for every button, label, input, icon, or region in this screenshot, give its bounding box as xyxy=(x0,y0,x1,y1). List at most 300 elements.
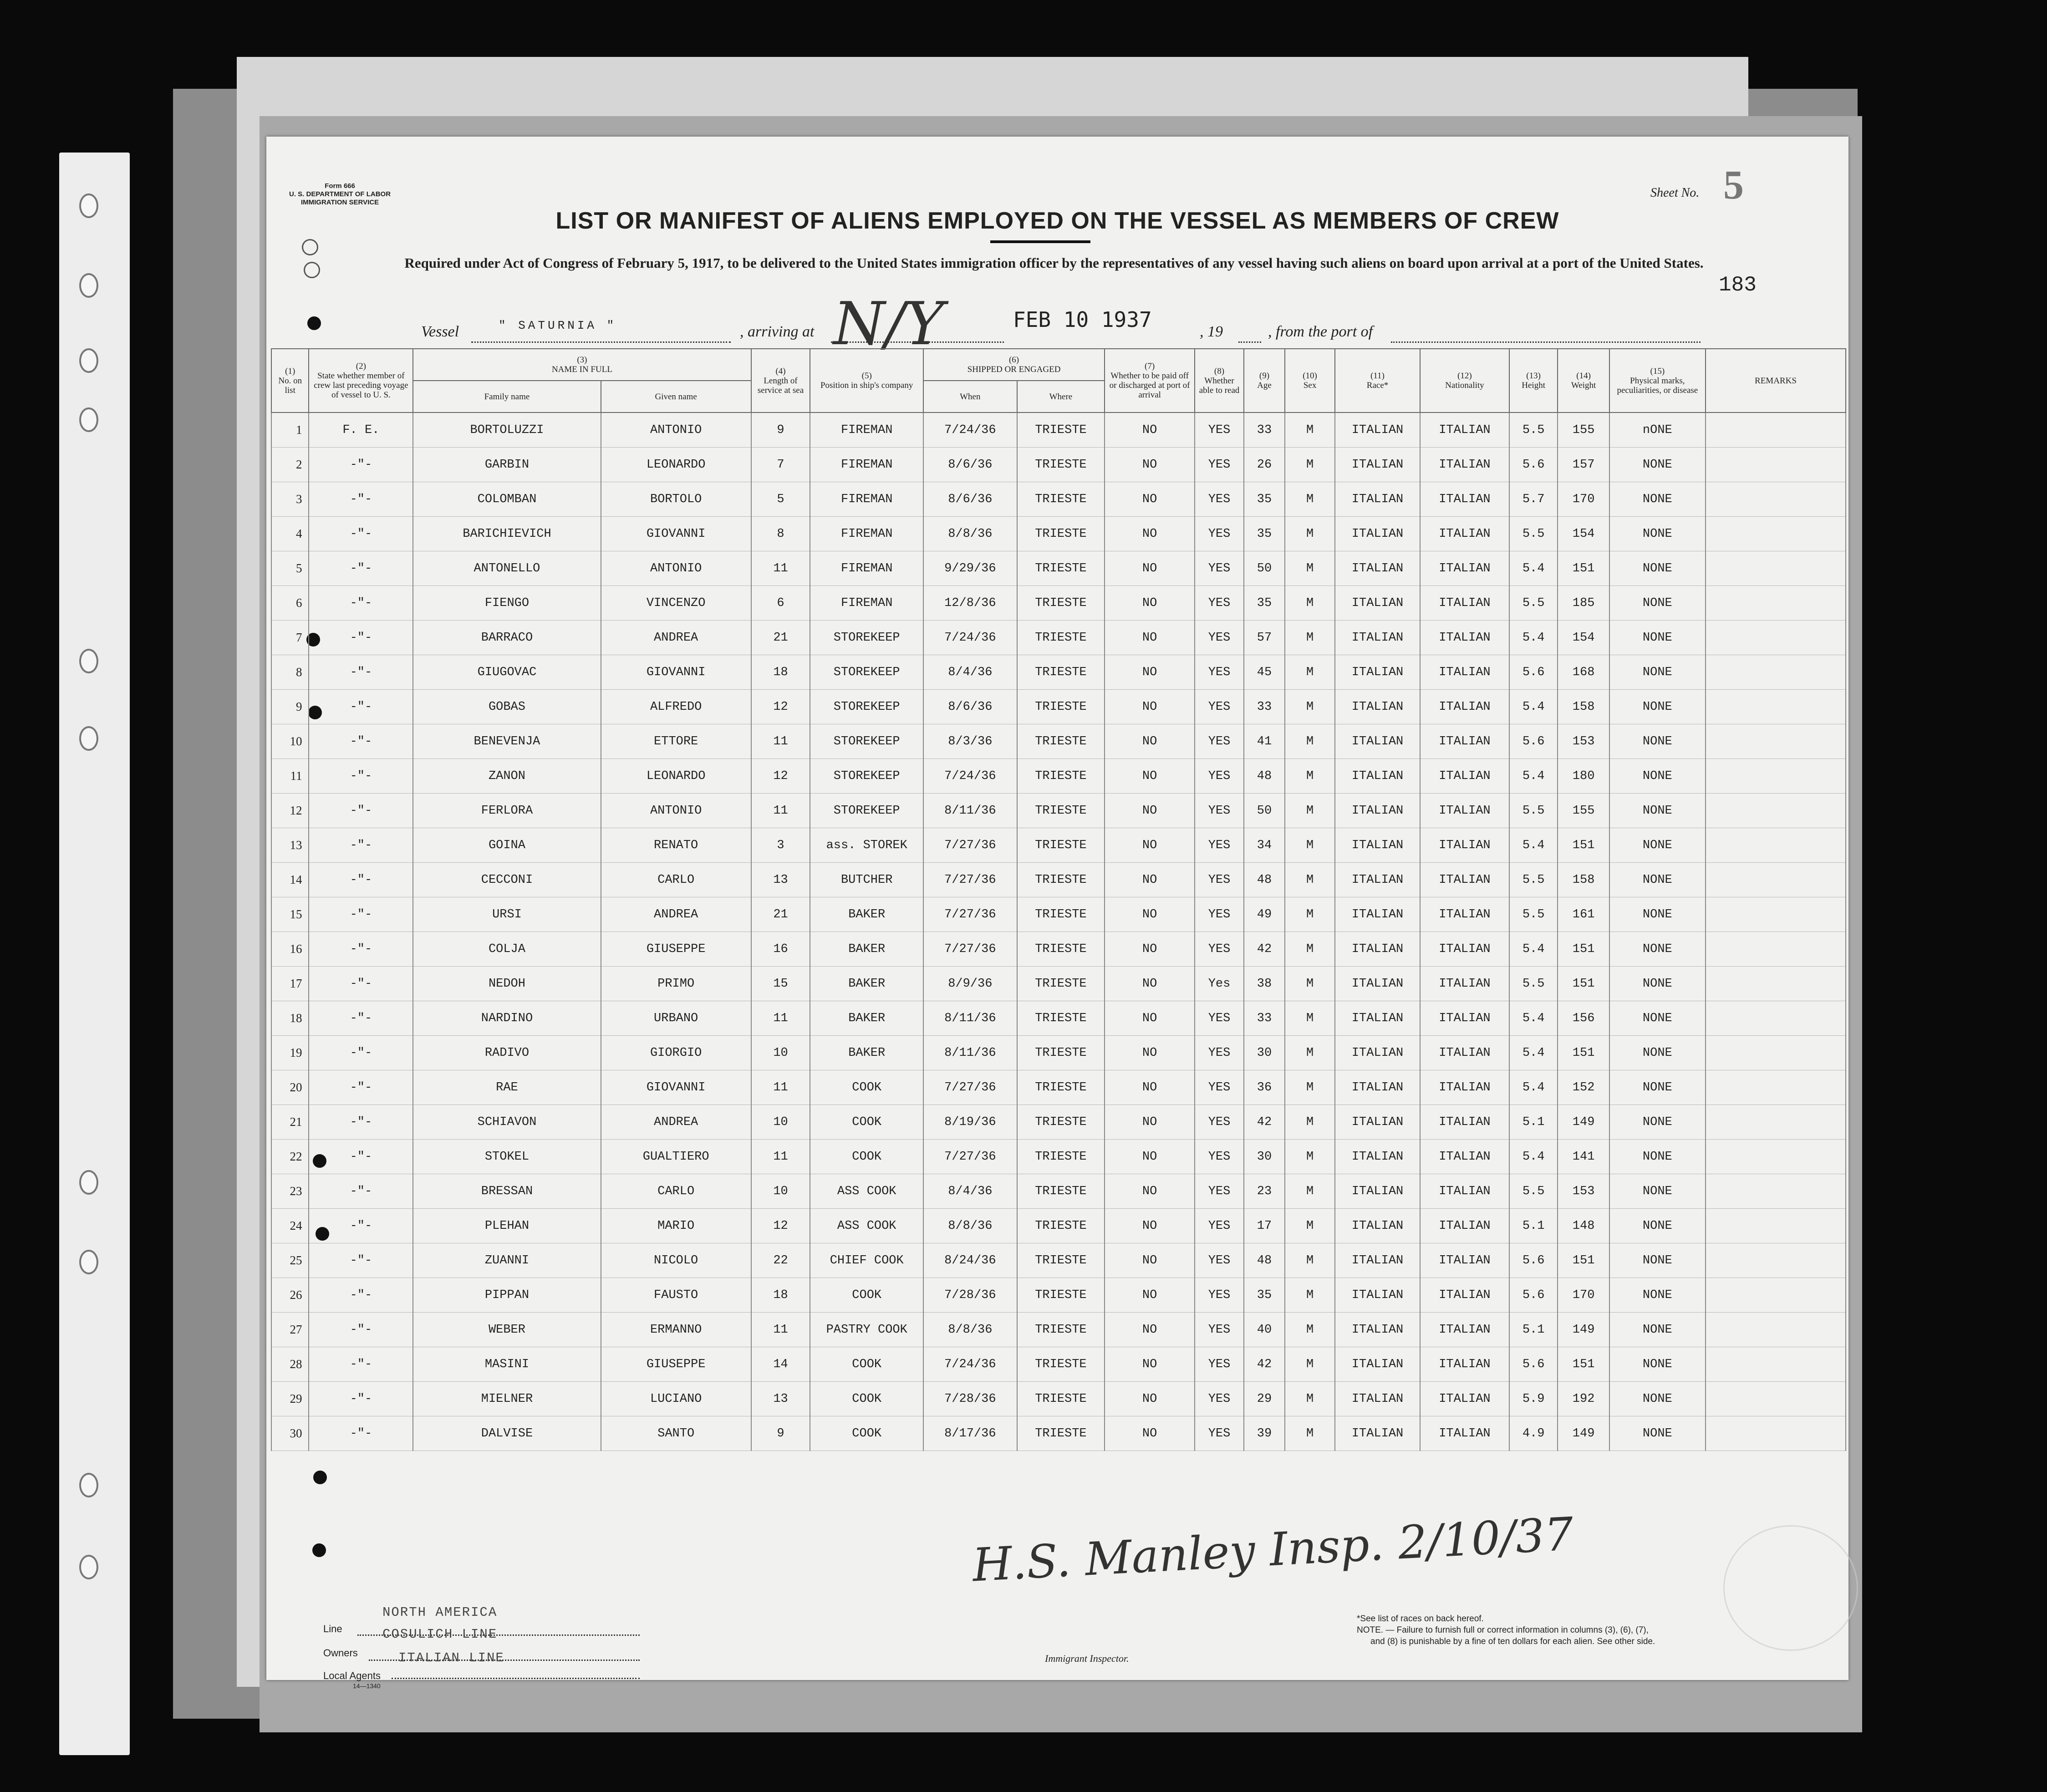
physical-marks-cell: NONE xyxy=(1609,1278,1706,1313)
family-name-cell: GOBAS xyxy=(413,690,601,724)
state-cell: -"- xyxy=(309,482,413,517)
paid-off-cell: NO xyxy=(1105,1140,1195,1174)
weight-cell: 161 xyxy=(1558,897,1609,932)
position-cell: BAKER xyxy=(810,967,923,1001)
col-header-1: (1) No. on list xyxy=(271,349,309,412)
col-header-7: (7) Whether to be paid off or discharged at port of arrival xyxy=(1105,349,1195,412)
remarks-cell xyxy=(1706,828,1846,863)
family-name-cell: ZANON xyxy=(413,759,601,794)
sex-cell: M xyxy=(1285,1278,1335,1313)
shipped-when-cell: 7/24/36 xyxy=(923,759,1017,794)
weight-cell: 152 xyxy=(1558,1070,1609,1105)
nationality-cell: ITALIAN xyxy=(1420,482,1509,517)
weight-cell: 151 xyxy=(1558,932,1609,967)
state-cell: -"- xyxy=(309,1070,413,1105)
service-length-cell: 3 xyxy=(751,828,810,863)
remarks-cell xyxy=(1706,482,1846,517)
row-number: 22 xyxy=(271,1140,309,1174)
row-number: 28 xyxy=(271,1347,309,1382)
weight-cell: 151 xyxy=(1558,1036,1609,1070)
service-length-cell: 22 xyxy=(751,1243,810,1278)
row-number: 20 xyxy=(271,1070,309,1105)
height-cell: 5.1 xyxy=(1509,1209,1558,1243)
race-cell: ITALIAN xyxy=(1335,1036,1420,1070)
race-cell: ITALIAN xyxy=(1335,932,1420,967)
shipped-where-cell: TRIESTE xyxy=(1017,517,1105,551)
state-cell: -"- xyxy=(309,551,413,586)
arriving-port-handwritten: N/Y xyxy=(833,289,944,358)
table-row xyxy=(271,1347,1846,1382)
service-length-cell: 10 xyxy=(751,1174,810,1209)
shipped-where-cell: TRIESTE xyxy=(1017,932,1105,967)
physical-marks-cell: NONE xyxy=(1609,448,1706,482)
service-length-cell: 9 xyxy=(751,412,810,448)
row-number: 14 xyxy=(271,863,309,897)
height-cell: 5.5 xyxy=(1509,586,1558,621)
paid-off-cell: NO xyxy=(1105,621,1195,655)
age-cell: 42 xyxy=(1244,1347,1285,1382)
manifest-sheet xyxy=(266,137,1848,1690)
able-to-read-cell: YES xyxy=(1195,621,1244,655)
shipped-when-cell: 7/27/36 xyxy=(923,932,1017,967)
able-to-read-cell: YES xyxy=(1195,1105,1244,1140)
age-cell: 48 xyxy=(1244,863,1285,897)
position-cell: COOK xyxy=(810,1140,923,1174)
able-to-read-cell: YES xyxy=(1195,897,1244,932)
able-to-read-cell: YES xyxy=(1195,690,1244,724)
state-cell: -"- xyxy=(309,621,413,655)
race-cell: ITALIAN xyxy=(1335,1209,1420,1243)
position-cell: COOK xyxy=(810,1070,923,1105)
weight-cell: 155 xyxy=(1558,412,1609,448)
position-cell: BAKER xyxy=(810,932,923,967)
service-length-cell: 8 xyxy=(751,517,810,551)
weight-cell: 180 xyxy=(1558,759,1609,794)
state-cell: -"- xyxy=(309,759,413,794)
nationality-cell: ITALIAN xyxy=(1420,1174,1509,1209)
row-number: 3 xyxy=(271,482,309,517)
race-cell: ITALIAN xyxy=(1335,759,1420,794)
shipped-when-cell: 8/17/36 xyxy=(923,1416,1017,1451)
state-cell: -"- xyxy=(309,1140,413,1174)
able-to-read-cell: YES xyxy=(1195,482,1244,517)
sex-cell: M xyxy=(1285,690,1335,724)
paid-off-cell: NO xyxy=(1105,412,1195,448)
shipped-where-cell: TRIESTE xyxy=(1017,1278,1105,1313)
service-length-cell: 10 xyxy=(751,1036,810,1070)
shipped-when-cell: 8/11/36 xyxy=(923,794,1017,828)
remarks-cell xyxy=(1706,412,1846,448)
row-number: 2 xyxy=(271,448,309,482)
position-cell: STOREKEEP xyxy=(810,759,923,794)
table-row xyxy=(271,1416,1846,1451)
table-row xyxy=(271,1036,1846,1070)
given-name-cell: ERMANNO xyxy=(601,1313,751,1347)
shipped-where-cell: TRIESTE xyxy=(1017,1174,1105,1209)
physical-marks-cell: nONE xyxy=(1609,412,1706,448)
given-name-cell: RENATO xyxy=(601,828,751,863)
service-length-cell: 11 xyxy=(751,794,810,828)
nationality-cell: ITALIAN xyxy=(1420,1036,1509,1070)
state-cell: -"- xyxy=(309,932,413,967)
family-name-cell: MIELNER xyxy=(413,1382,601,1416)
table-row xyxy=(271,655,1846,690)
given-name-cell: NICOLO xyxy=(601,1243,751,1278)
race-cell: ITALIAN xyxy=(1335,448,1420,482)
nationality-cell: ITALIAN xyxy=(1420,1347,1509,1382)
shipped-where-cell: TRIESTE xyxy=(1017,448,1105,482)
shipped-where-cell: TRIESTE xyxy=(1017,967,1105,1001)
state-cell: -"- xyxy=(309,1105,413,1140)
race-cell: ITALIAN xyxy=(1335,551,1420,586)
owners-value: COSULICH LINE xyxy=(382,1627,498,1642)
paid-off-cell: NO xyxy=(1105,690,1195,724)
nationality-cell: ITALIAN xyxy=(1420,1313,1509,1347)
given-name-cell: ETTORE xyxy=(601,724,751,759)
family-name-cell: FERLORA xyxy=(413,794,601,828)
table-row xyxy=(271,794,1846,828)
race-cell: ITALIAN xyxy=(1335,794,1420,828)
age-cell: 38 xyxy=(1244,967,1285,1001)
row-number: 7 xyxy=(271,621,309,655)
given-name-cell: GIOVANNI xyxy=(601,517,751,551)
remarks-cell xyxy=(1706,1382,1846,1416)
service-name: IMMIGRATION SERVICE xyxy=(300,199,379,206)
family-name-cell: STOKEL xyxy=(413,1140,601,1174)
family-name-cell: BARICHIEVICH xyxy=(413,517,601,551)
age-cell: 48 xyxy=(1244,759,1285,794)
paid-off-cell: NO xyxy=(1105,724,1195,759)
col-header-15: (15) Physical marks, peculiarities, or disease xyxy=(1609,349,1706,412)
table-row xyxy=(271,724,1846,759)
table-row xyxy=(271,932,1846,967)
age-cell: 34 xyxy=(1244,828,1285,863)
shipped-when-cell: 7/27/36 xyxy=(923,828,1017,863)
given-name-cell: FAUSTO xyxy=(601,1278,751,1313)
height-cell: 5.5 xyxy=(1509,1174,1558,1209)
weight-cell: 141 xyxy=(1558,1140,1609,1174)
sex-cell: M xyxy=(1285,1070,1335,1105)
race-cell: ITALIAN xyxy=(1335,690,1420,724)
sex-cell: M xyxy=(1285,655,1335,690)
age-cell: 23 xyxy=(1244,1174,1285,1209)
physical-marks-cell: NONE xyxy=(1609,967,1706,1001)
age-cell: 35 xyxy=(1244,1278,1285,1313)
nationality-cell: ITALIAN xyxy=(1420,1070,1509,1105)
shipped-when-cell: 9/29/36 xyxy=(923,551,1017,586)
weight-cell: 153 xyxy=(1558,724,1609,759)
paid-off-cell: NO xyxy=(1105,967,1195,1001)
inspector-label: Immigrant Inspector. xyxy=(1045,1653,1129,1664)
col-header-given-name: Given name xyxy=(601,381,751,412)
state-cell: -"- xyxy=(309,1347,413,1382)
shipped-where-cell: TRIESTE xyxy=(1017,1382,1105,1416)
remarks-cell xyxy=(1706,967,1846,1001)
service-length-cell: 12 xyxy=(751,1209,810,1243)
shipped-where-cell: TRIESTE xyxy=(1017,1140,1105,1174)
height-cell: 5.5 xyxy=(1509,897,1558,932)
given-name-cell: GUALTIERO xyxy=(601,1140,751,1174)
nationality-cell: ITALIAN xyxy=(1420,794,1509,828)
weight-cell: 170 xyxy=(1558,1278,1609,1313)
height-cell: 5.5 xyxy=(1509,412,1558,448)
remarks-cell xyxy=(1706,1278,1846,1313)
remarks-cell xyxy=(1706,551,1846,586)
given-name-cell: GIORGIO xyxy=(601,1036,751,1070)
shipped-when-cell: 8/11/36 xyxy=(923,1036,1017,1070)
position-cell: BAKER xyxy=(810,897,923,932)
given-name-cell: LEONARDO xyxy=(601,759,751,794)
remarks-cell xyxy=(1706,1036,1846,1070)
weight-cell: 170 xyxy=(1558,482,1609,517)
table-row xyxy=(271,517,1846,551)
service-length-cell: 13 xyxy=(751,1382,810,1416)
remarks-cell xyxy=(1706,1174,1846,1209)
ink-stamp xyxy=(1723,1525,1858,1651)
sex-cell: M xyxy=(1285,448,1335,482)
height-cell: 5.4 xyxy=(1509,690,1558,724)
remarks-cell xyxy=(1706,586,1846,621)
state-cell: F. E. xyxy=(309,412,413,448)
service-length-cell: 6 xyxy=(751,586,810,621)
owners-label: Owners xyxy=(323,1647,358,1659)
shipped-where-cell: TRIESTE xyxy=(1017,897,1105,932)
weight-cell: 151 xyxy=(1558,828,1609,863)
shipped-when-cell: 8/8/36 xyxy=(923,1209,1017,1243)
able-to-read-cell: YES xyxy=(1195,1278,1244,1313)
state-cell: -"- xyxy=(309,967,413,1001)
service-length-cell: 9 xyxy=(751,1416,810,1451)
family-name-cell: NEDOH xyxy=(413,967,601,1001)
weight-cell: 154 xyxy=(1558,621,1609,655)
remarks-cell xyxy=(1706,1140,1846,1174)
age-cell: 26 xyxy=(1244,448,1285,482)
age-cell: 50 xyxy=(1244,794,1285,828)
shipped-when-cell: 7/28/36 xyxy=(923,1382,1017,1416)
height-cell: 5.6 xyxy=(1509,1243,1558,1278)
table-row xyxy=(271,1105,1846,1140)
family-name-cell: URSI xyxy=(413,897,601,932)
service-length-cell: 16 xyxy=(751,932,810,967)
nationality-cell: ITALIAN xyxy=(1420,586,1509,621)
shipped-when-cell: 8/19/36 xyxy=(923,1105,1017,1140)
height-cell: 5.6 xyxy=(1509,655,1558,690)
table-row xyxy=(271,967,1846,1001)
state-cell: -"- xyxy=(309,863,413,897)
physical-marks-cell: NONE xyxy=(1609,897,1706,932)
row-number: 16 xyxy=(271,932,309,967)
table-row xyxy=(271,1140,1846,1174)
given-name-cell: CARLO xyxy=(601,1174,751,1209)
table-row xyxy=(271,897,1846,932)
row-number: 1 xyxy=(271,412,309,448)
race-cell: ITALIAN xyxy=(1335,1140,1420,1174)
nationality-cell: ITALIAN xyxy=(1420,448,1509,482)
state-cell: -"- xyxy=(309,828,413,863)
table-row xyxy=(271,1313,1846,1347)
row-number: 19 xyxy=(271,1036,309,1070)
remarks-cell xyxy=(1706,1105,1846,1140)
family-name-cell: ZUANNI xyxy=(413,1243,601,1278)
shipped-where-cell: TRIESTE xyxy=(1017,1001,1105,1036)
height-cell: 5.5 xyxy=(1509,967,1558,1001)
state-cell: -"- xyxy=(309,690,413,724)
arrival-date-stamp: FEB 10 1937 xyxy=(1013,307,1152,332)
age-cell: 40 xyxy=(1244,1313,1285,1347)
remarks-cell xyxy=(1706,897,1846,932)
paid-off-cell: NO xyxy=(1105,586,1195,621)
weight-cell: 151 xyxy=(1558,967,1609,1001)
remarks-cell xyxy=(1706,1416,1846,1451)
able-to-read-cell: YES xyxy=(1195,551,1244,586)
penalty-note: NOTE. — Failure to furnish full or correct information in columns (3), (6), (7), xyxy=(1357,1625,1649,1635)
table-row xyxy=(271,1070,1846,1105)
sex-cell: M xyxy=(1285,863,1335,897)
stamped-page-number: 183 xyxy=(1719,273,1757,297)
physical-marks-cell: NONE xyxy=(1609,759,1706,794)
age-cell: 41 xyxy=(1244,724,1285,759)
position-cell: BUTCHER xyxy=(810,863,923,897)
table-row xyxy=(271,1174,1846,1209)
row-number: 12 xyxy=(271,794,309,828)
form-code: 14—1340 xyxy=(353,1682,381,1690)
position-cell: STOREKEEP xyxy=(810,690,923,724)
service-length-cell: 12 xyxy=(751,759,810,794)
able-to-read-cell: YES xyxy=(1195,794,1244,828)
table-row xyxy=(271,1243,1846,1278)
weight-cell: 157 xyxy=(1558,448,1609,482)
state-cell: -"- xyxy=(309,586,413,621)
state-cell: -"- xyxy=(309,1243,413,1278)
family-name-cell: WEBER xyxy=(413,1313,601,1347)
position-cell: FIREMAN xyxy=(810,482,923,517)
table-row xyxy=(271,759,1846,794)
family-name-cell: SCHIAVON xyxy=(413,1105,601,1140)
sheet-label: Sheet No. xyxy=(1650,186,1700,200)
physical-marks-cell: NONE xyxy=(1609,1313,1706,1347)
sex-cell: M xyxy=(1285,517,1335,551)
sex-cell: M xyxy=(1285,1347,1335,1382)
family-name-cell: GOINA xyxy=(413,828,601,863)
weight-cell: 149 xyxy=(1558,1313,1609,1347)
race-cell: ITALIAN xyxy=(1335,655,1420,690)
able-to-read-cell: YES xyxy=(1195,1209,1244,1243)
paid-off-cell: NO xyxy=(1105,828,1195,863)
shipped-where-cell: TRIESTE xyxy=(1017,1036,1105,1070)
col-header-when: When xyxy=(923,381,1017,412)
race-cell: ITALIAN xyxy=(1335,1243,1420,1278)
sex-cell: M xyxy=(1285,794,1335,828)
nationality-cell: ITALIAN xyxy=(1420,759,1509,794)
given-name-cell: GIOVANNI xyxy=(601,655,751,690)
crew-manifest-table xyxy=(271,348,1846,1451)
from-port-label: , from the port of xyxy=(1268,323,1373,340)
physical-marks-cell: NONE xyxy=(1609,724,1706,759)
able-to-read-cell: YES xyxy=(1195,1243,1244,1278)
paid-off-cell: NO xyxy=(1105,1416,1195,1451)
shipped-when-cell: 8/24/36 xyxy=(923,1243,1017,1278)
able-to-read-cell: YES xyxy=(1195,828,1244,863)
nationality-cell: ITALIAN xyxy=(1420,1278,1509,1313)
state-cell: -"- xyxy=(309,1001,413,1036)
position-cell: FIREMAN xyxy=(810,551,923,586)
shipped-where-cell: TRIESTE xyxy=(1017,794,1105,828)
position-cell: COOK xyxy=(810,1278,923,1313)
age-cell: 48 xyxy=(1244,1243,1285,1278)
race-cell: ITALIAN xyxy=(1335,724,1420,759)
row-number: 17 xyxy=(271,967,309,1001)
sex-cell: M xyxy=(1285,897,1335,932)
given-name-cell: URBANO xyxy=(601,1001,751,1036)
height-cell: 5.5 xyxy=(1509,863,1558,897)
race-cell: ITALIAN xyxy=(1335,863,1420,897)
physical-marks-cell: NONE xyxy=(1609,1416,1706,1451)
able-to-read-cell: YES xyxy=(1195,759,1244,794)
shipped-when-cell: 7/27/36 xyxy=(923,1140,1017,1174)
physical-marks-cell: NONE xyxy=(1609,828,1706,863)
height-cell: 5.4 xyxy=(1509,1140,1558,1174)
nationality-cell: ITALIAN xyxy=(1420,1001,1509,1036)
age-cell: 50 xyxy=(1244,551,1285,586)
given-name-cell: ANDREA xyxy=(601,897,751,932)
able-to-read-cell: YES xyxy=(1195,863,1244,897)
shipped-where-cell: TRIESTE xyxy=(1017,1416,1105,1451)
remarks-cell xyxy=(1706,1209,1846,1243)
position-cell: ass. STOREK xyxy=(810,828,923,863)
given-name-cell: LUCIANO xyxy=(601,1382,751,1416)
weight-cell: 185 xyxy=(1558,586,1609,621)
state-cell: -"- xyxy=(309,1382,413,1416)
race-cell: ITALIAN xyxy=(1335,1174,1420,1209)
able-to-read-cell: YES xyxy=(1195,1347,1244,1382)
height-cell: 5.9 xyxy=(1509,1382,1558,1416)
paid-off-cell: NO xyxy=(1105,897,1195,932)
row-number: 9 xyxy=(271,690,309,724)
remarks-cell xyxy=(1706,1243,1846,1278)
family-name-cell: COLOMBAN xyxy=(413,482,601,517)
nationality-cell: ITALIAN xyxy=(1420,863,1509,897)
row-number: 13 xyxy=(271,828,309,863)
shipped-when-cell: 7/27/36 xyxy=(923,897,1017,932)
shipped-where-cell: TRIESTE xyxy=(1017,759,1105,794)
race-cell: ITALIAN xyxy=(1335,586,1420,621)
remarks-cell xyxy=(1706,794,1846,828)
paid-off-cell: NO xyxy=(1105,1001,1195,1036)
manifest-subtitle: Required under Act of Congress of February 5, 1917, to be delivered to the United States immigration officer by the representatives of any vessel having such aliens on board upon arrival at a port of the United States. xyxy=(404,255,1704,271)
shipped-when-cell: 7/28/36 xyxy=(923,1278,1017,1313)
vessel-label: Vessel xyxy=(421,323,459,340)
remarks-cell xyxy=(1706,863,1846,897)
position-cell: COOK xyxy=(810,1105,923,1140)
height-cell: 4.9 xyxy=(1509,1416,1558,1451)
nationality-cell: ITALIAN xyxy=(1420,897,1509,932)
service-length-cell: 11 xyxy=(751,1313,810,1347)
remarks-cell xyxy=(1706,621,1846,655)
nationality-cell: ITALIAN xyxy=(1420,1382,1509,1416)
table-row xyxy=(271,690,1846,724)
family-name-cell: GIUGOVAC xyxy=(413,655,601,690)
sex-cell: M xyxy=(1285,482,1335,517)
able-to-read-cell: YES xyxy=(1195,586,1244,621)
able-to-read-cell: YES xyxy=(1195,1001,1244,1036)
sex-cell: M xyxy=(1285,828,1335,863)
row-number: 26 xyxy=(271,1278,309,1313)
weight-cell: 156 xyxy=(1558,1001,1609,1036)
table-row xyxy=(271,1209,1846,1243)
col-header-9: (9) Age xyxy=(1244,349,1285,412)
service-length-cell: 14 xyxy=(751,1347,810,1382)
given-name-cell: BORTOLO xyxy=(601,482,751,517)
